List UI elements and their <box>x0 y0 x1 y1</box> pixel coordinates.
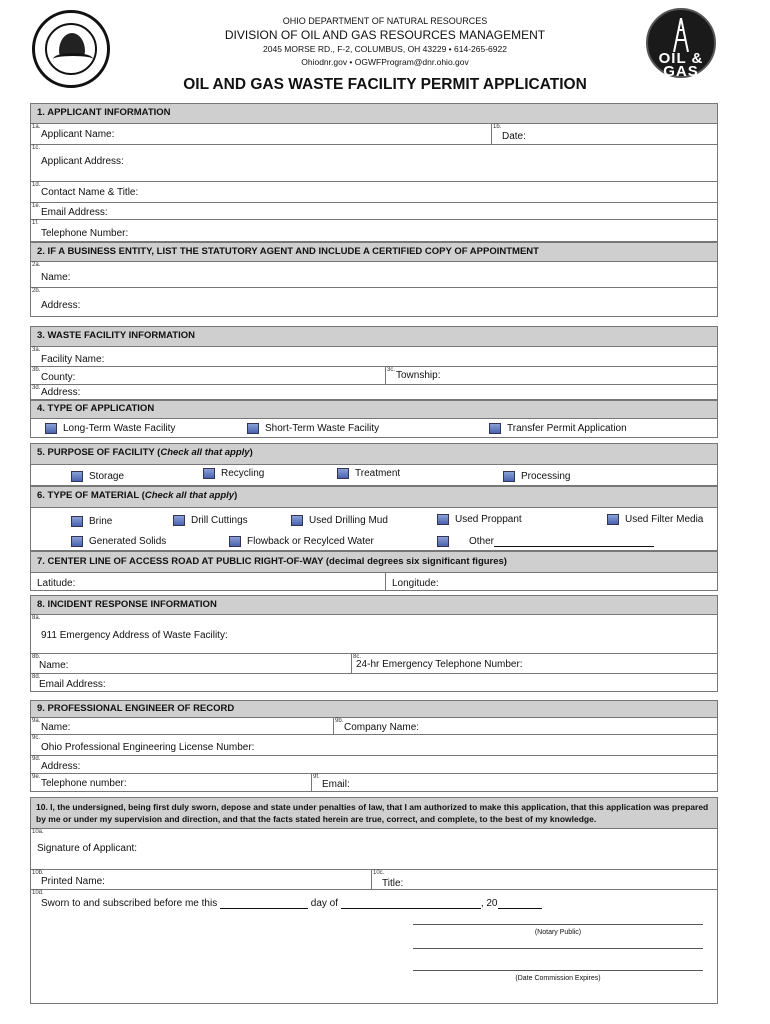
telephone-field[interactable] <box>31 220 717 241</box>
field-number: 10b. <box>32 870 44 876</box>
field-number: 10d. <box>32 890 44 896</box>
longitude-field[interactable] <box>385 573 717 590</box>
engineer-email-field[interactable] <box>311 774 717 791</box>
field-number: 9c. <box>32 735 41 741</box>
field-number: 9f. <box>313 774 320 780</box>
generated-solids-checkbox[interactable] <box>71 536 166 547</box>
section-1-heading: 1. APPLICANT INFORMATION <box>30 103 718 123</box>
odnr-seal-logo <box>32 10 110 88</box>
checkbox-icon <box>437 514 449 525</box>
checkbox-icon <box>71 516 83 527</box>
long-term-checkbox[interactable] <box>45 423 175 434</box>
field-number: 8b. <box>32 654 41 660</box>
township-field[interactable] <box>385 367 717 384</box>
engineer-telephone-label: Telephone number: <box>41 778 127 789</box>
derrick-icon <box>672 18 690 52</box>
applicant-address-label: Applicant Address: <box>41 156 124 167</box>
division-address: 2045 MORSE RD., F-2, COLUMBUS, OH 43229 • 614-265-6922 <box>263 44 507 54</box>
notary-label: (Notary Public) <box>534 929 582 936</box>
facility-address-field[interactable] <box>31 385 717 399</box>
checkbox-icon <box>203 468 215 479</box>
sworn-year-line[interactable] <box>498 899 542 909</box>
commission-label: (Date Commission Expires) <box>515 975 601 982</box>
option-label: Storage <box>89 471 125 482</box>
signature-line <box>413 924 703 925</box>
date-label: Date: <box>502 131 526 142</box>
option-label: Long-Term Waste Facility <box>63 423 176 434</box>
checkbox-icon <box>229 536 241 547</box>
field-number: 8a. <box>32 615 41 621</box>
emergency-phone-field[interactable] <box>351 654 717 673</box>
incident-email-field[interactable] <box>31 674 717 691</box>
facility-address-label: Address: <box>41 387 81 398</box>
section-8-heading: 8. INCIDENT RESPONSE INFORMATION <box>30 595 718 614</box>
checkbox-icon <box>71 471 83 482</box>
section-7-heading: 7. CENTER LINE OF ACCESS ROAD AT PUBLIC RIGHT-OF-WAY (decimal degrees six significant figures) <box>30 551 718 572</box>
field-number: 9e. <box>32 774 41 780</box>
contact-label: Contact Name & Title: <box>41 187 139 198</box>
option-label: Transfer Permit Application <box>507 423 627 434</box>
used-drilling-mud-checkbox[interactable] <box>291 515 388 526</box>
agent-name-label: Name: <box>41 272 71 283</box>
storage-checkbox[interactable] <box>71 471 124 482</box>
brine-checkbox[interactable] <box>71 516 112 527</box>
short-term-checkbox[interactable] <box>247 423 379 434</box>
option-label: Used Filter Media <box>625 514 704 525</box>
field-number: 1d. <box>32 182 41 188</box>
recycling-checkbox[interactable] <box>203 468 264 479</box>
checkbox-icon <box>71 536 83 547</box>
latitude-field[interactable] <box>31 573 385 590</box>
applicant-name-field[interactable] <box>31 124 491 144</box>
heading-text: 6. TYPE OF MATERIAL ( <box>37 490 145 501</box>
treatment-checkbox[interactable] <box>337 468 400 479</box>
emergency-phone-label: 24-hr Emergency Telephone Number: <box>356 659 523 670</box>
section-5-heading <box>30 443 718 464</box>
checkbox-icon <box>337 468 349 479</box>
option-label: Drill Cuttings <box>191 515 248 526</box>
division-name: DIVISION OF OIL AND GAS RESOURCES MANAGEMENT <box>224 28 546 42</box>
drill-cuttings-checkbox[interactable] <box>173 515 248 526</box>
flowback-checkbox[interactable] <box>229 536 374 547</box>
sworn-statement <box>41 898 542 909</box>
processing-checkbox[interactable] <box>503 471 570 482</box>
license-number-field[interactable] <box>31 735 717 755</box>
field-number: 9d. <box>32 756 41 762</box>
agent-address-field[interactable] <box>31 288 717 316</box>
contact-field[interactable] <box>31 182 717 202</box>
commission-expiry[interactable] <box>413 970 703 982</box>
field-number: 3d. <box>32 385 41 391</box>
agent-name-field[interactable] <box>31 262 717 287</box>
field-number: 1b. <box>493 124 502 130</box>
engineer-email-label: Email: <box>322 779 350 790</box>
county-field[interactable] <box>31 367 385 384</box>
checkbox-icon <box>45 423 57 434</box>
section-3-heading: 3. WASTE FACILITY INFORMATION <box>30 326 718 346</box>
used-filter-media-checkbox[interactable] <box>607 514 703 525</box>
heading-text: ) <box>234 490 238 501</box>
field-number: 2a. <box>32 262 41 268</box>
permit-form <box>30 103 718 1004</box>
incident-name-label: Name: <box>39 660 69 671</box>
incident-name-field[interactable] <box>31 654 351 673</box>
longitude-label: Longitude: <box>392 578 439 589</box>
printed-name-field[interactable] <box>31 870 371 889</box>
email-field[interactable] <box>31 203 717 219</box>
field-number: 1c. <box>32 145 41 151</box>
signature-line <box>413 948 703 949</box>
applicant-address-field[interactable] <box>31 145 717 181</box>
facility-name-label: Facility Name: <box>41 354 105 365</box>
option-label: Other <box>469 536 495 547</box>
page-title: OIL AND GAS WASTE FACILITY PERMIT APPLICATION <box>183 76 587 93</box>
engineer-telephone-field[interactable] <box>31 774 311 791</box>
other-checkbox[interactable] <box>437 536 654 547</box>
engineer-name-label: Name: <box>41 722 71 733</box>
logo-text: OIL & GAS <box>658 50 704 80</box>
heading-text: 5. PURPOSE OF FACILITY ( <box>37 447 161 458</box>
engineer-name-field[interactable] <box>31 718 333 734</box>
checkbox-icon <box>291 515 303 526</box>
sworn-text: day of <box>310 898 339 909</box>
option-label: Short-Term Waste Facility <box>265 423 380 434</box>
incident-email-label: Email Address: <box>39 679 106 690</box>
emergency-address-label: 911 Emergency Address of Waste Facility: <box>41 630 228 641</box>
company-name-field[interactable] <box>333 718 717 734</box>
used-proppant-checkbox[interactable] <box>437 514 522 525</box>
applicant-title-label: Title: <box>382 878 404 889</box>
applicant-title-field[interactable] <box>371 870 717 889</box>
option-label: Processing <box>521 471 571 482</box>
telephone-label: Telephone Number: <box>41 228 129 239</box>
field-number: 3a. <box>32 347 41 353</box>
printed-name-label: Printed Name: <box>41 876 105 887</box>
notary-line-2[interactable] <box>413 948 703 953</box>
division-web: Ohiodnr.gov • OGWFProgram@dnr.ohio.gov <box>301 57 469 67</box>
date-field[interactable] <box>491 124 717 144</box>
checkbox-icon <box>607 514 619 525</box>
option-label: Brine <box>89 516 113 527</box>
section-4-heading: 4. TYPE OF APPLICATION <box>30 400 718 418</box>
field-number: 10a. <box>32 829 44 835</box>
section-6-heading <box>30 486 718 507</box>
company-name-label: Company Name: <box>344 722 420 733</box>
signature-label: Signature of Applicant: <box>37 843 138 854</box>
notary-block <box>31 890 717 1003</box>
field-number: 9b. <box>335 718 344 724</box>
section-10-attestation: 10. I, the undersigned, being first duly sworn, depose and state under penalties of law, that I am authorized to make this application, that this application was prepared by me or under my supervision and direction, and that the facts stated herein are true, correct, and complete, to the best of my knowledge. <box>30 797 718 828</box>
option-label: Flowback or Recylced Water <box>247 536 374 547</box>
section-2-heading: 2. IF A BUSINESS ENTITY, LIST THE STATUTORY AGENT AND INCLUDE A CERTIFIED COPY OF APPOINTMENT <box>30 242 718 261</box>
latitude-label: Latitude: <box>37 578 76 589</box>
facility-name-field[interactable] <box>31 347 717 366</box>
township-label: Township: <box>396 370 441 381</box>
checkbox-icon <box>173 515 185 526</box>
county-label: County: <box>41 372 76 383</box>
department-name: OHIO DEPARTMENT OF NATURAL RESOURCES <box>282 16 488 26</box>
field-number: 2b. <box>32 288 41 294</box>
option-label: Generated Solids <box>89 536 167 547</box>
emergency-address-field[interactable] <box>31 615 717 653</box>
transfer-permit-checkbox[interactable] <box>489 423 627 434</box>
sworn-text: Sworn to and subscribed before me this <box>41 898 218 909</box>
field-number: 9a. <box>32 718 41 724</box>
other-line[interactable] <box>494 537 654 547</box>
license-number-label: Ohio Professional Engineering License Number: <box>41 742 255 753</box>
field-number: 1e. <box>32 203 41 209</box>
field-number: 3c. <box>387 367 396 373</box>
field-number: 8d. <box>32 674 41 680</box>
field-number: 1a. <box>32 124 41 130</box>
checkbox-icon <box>489 423 501 434</box>
sworn-month-line[interactable] <box>341 899 481 909</box>
signature-field[interactable] <box>31 829 717 869</box>
field-number: 10c. <box>373 870 385 876</box>
sworn-text: , 20 <box>480 898 498 909</box>
applicant-name-label: Applicant Name: <box>41 129 115 140</box>
field-number: 3b. <box>32 367 41 373</box>
field-number: 1f. <box>32 220 39 226</box>
checkbox-icon <box>437 536 449 547</box>
notary-signature[interactable] <box>413 924 703 936</box>
section-9-heading: 9. PROFESSIONAL ENGINEER OF RECORD <box>30 700 718 717</box>
option-label: Used Drilling Mud <box>309 515 388 526</box>
checkbox-icon <box>503 471 515 482</box>
heading-note: Check all that apply <box>144 490 235 501</box>
sworn-day-line[interactable] <box>220 899 308 909</box>
option-label: Used Proppant <box>455 514 522 525</box>
field-number: 8c. <box>353 654 362 660</box>
agent-address-label: Address: <box>41 300 81 311</box>
engineer-address-label: Address: <box>41 761 81 772</box>
heading-text: ) <box>249 447 253 458</box>
option-label: Treatment <box>355 468 401 479</box>
engineer-address-field[interactable] <box>31 756 717 773</box>
option-label: Recycling <box>221 468 265 479</box>
email-label: Email Address: <box>41 207 108 218</box>
heading-note: Check all that apply <box>160 447 250 458</box>
checkbox-icon <box>247 423 259 434</box>
signature-line <box>413 970 703 971</box>
